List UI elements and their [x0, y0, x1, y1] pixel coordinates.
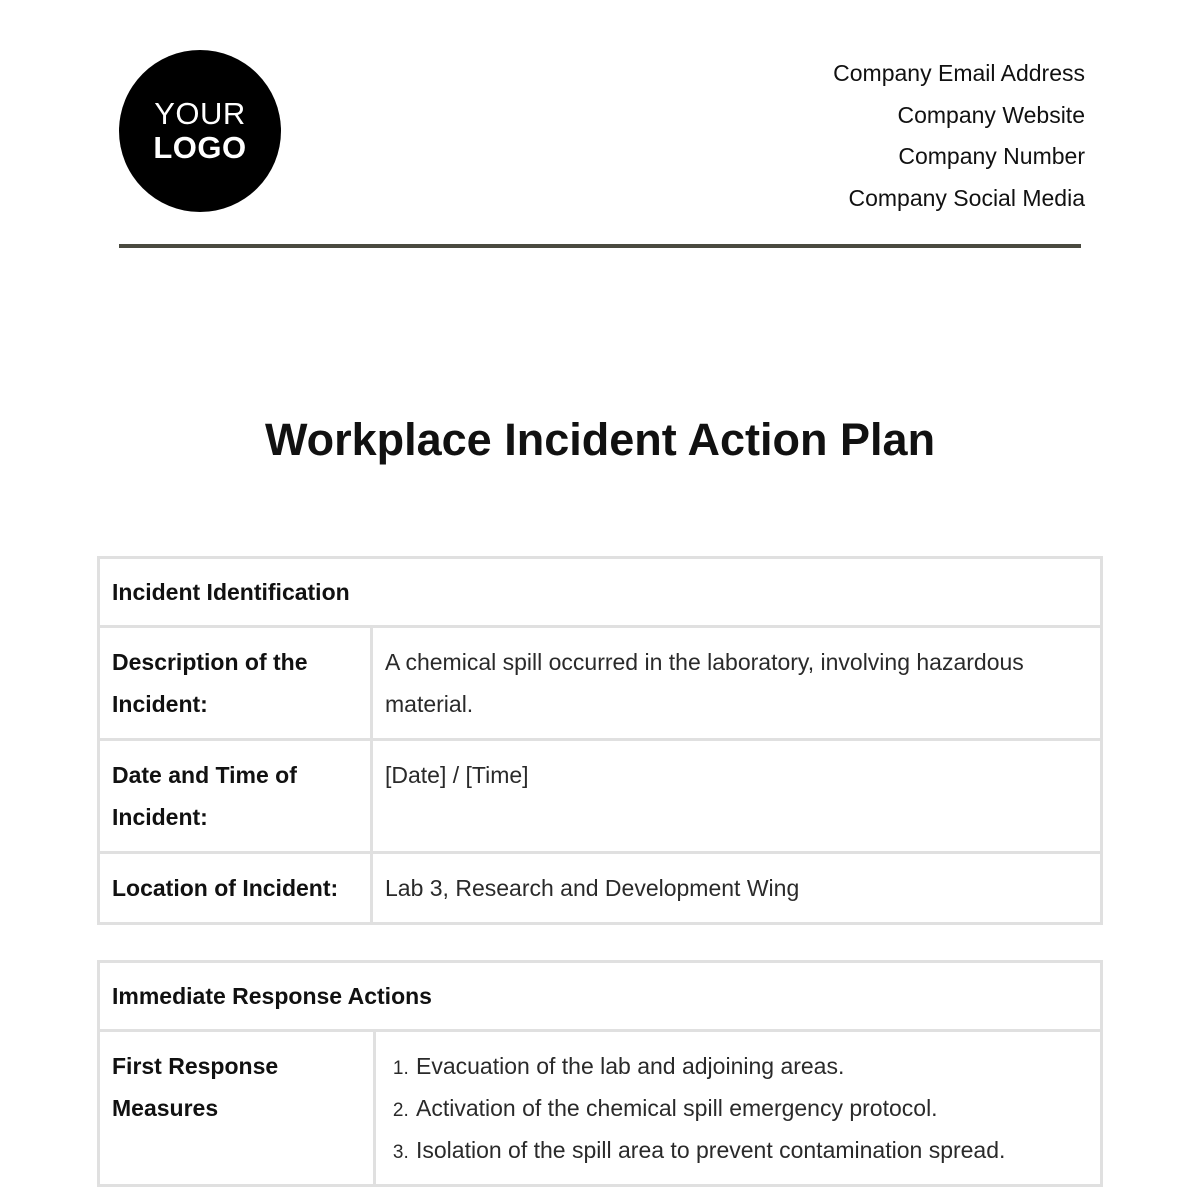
company-email: Company Email Address	[833, 60, 1085, 86]
description-label: Description of the Incident:	[99, 627, 372, 740]
company-website: Company Website	[897, 101, 1085, 128]
header-divider	[119, 244, 1081, 248]
table-row	[99, 1031, 1102, 1186]
document-title: Workplace Incident Action Plan	[264, 414, 936, 465]
table-row	[99, 853, 1102, 924]
company-logo	[119, 50, 281, 212]
first-response-label: First Response Measures	[99, 1031, 375, 1186]
logo-text-top: YOUR	[154, 96, 246, 131]
location-value: Lab 3, Research and Development Wing	[372, 853, 1102, 924]
location-label: Location of Incident:	[99, 853, 372, 924]
table-header-row	[99, 558, 1102, 627]
table-row	[99, 740, 1102, 853]
company-contact-block	[833, 53, 1085, 220]
description-value: A chemical spill occurred in the laboratory, involving hazardous material.	[372, 627, 1102, 740]
company-social-media: Company Social Media	[848, 185, 1085, 212]
first-response-list	[388, 1045, 1088, 1171]
incident-identification-table	[97, 556, 1103, 925]
immediate-response-heading: Immediate Response Actions	[99, 962, 1102, 1031]
date-time-label: Date and Time of Incident:	[99, 740, 372, 853]
list-item: 2. Activation of the chemical spill emergency protocol.	[414, 1087, 1088, 1129]
first-response-value	[375, 1031, 1102, 1186]
incident-identification-heading: Incident Identification	[99, 558, 1102, 627]
company-number: Company Number	[898, 143, 1085, 170]
logo-text-bottom: LOGO	[153, 130, 247, 165]
table-row	[99, 627, 1102, 740]
immediate-response-table	[97, 960, 1103, 1187]
list-item: 3. Isolation of the spill area to prevent contamination spread.	[414, 1129, 1088, 1171]
list-item: 1. Evacuation of the lab and adjoining areas.	[414, 1045, 1088, 1087]
date-time-value: [Date] / [Time]	[372, 740, 1102, 853]
table-header-row	[99, 962, 1102, 1031]
